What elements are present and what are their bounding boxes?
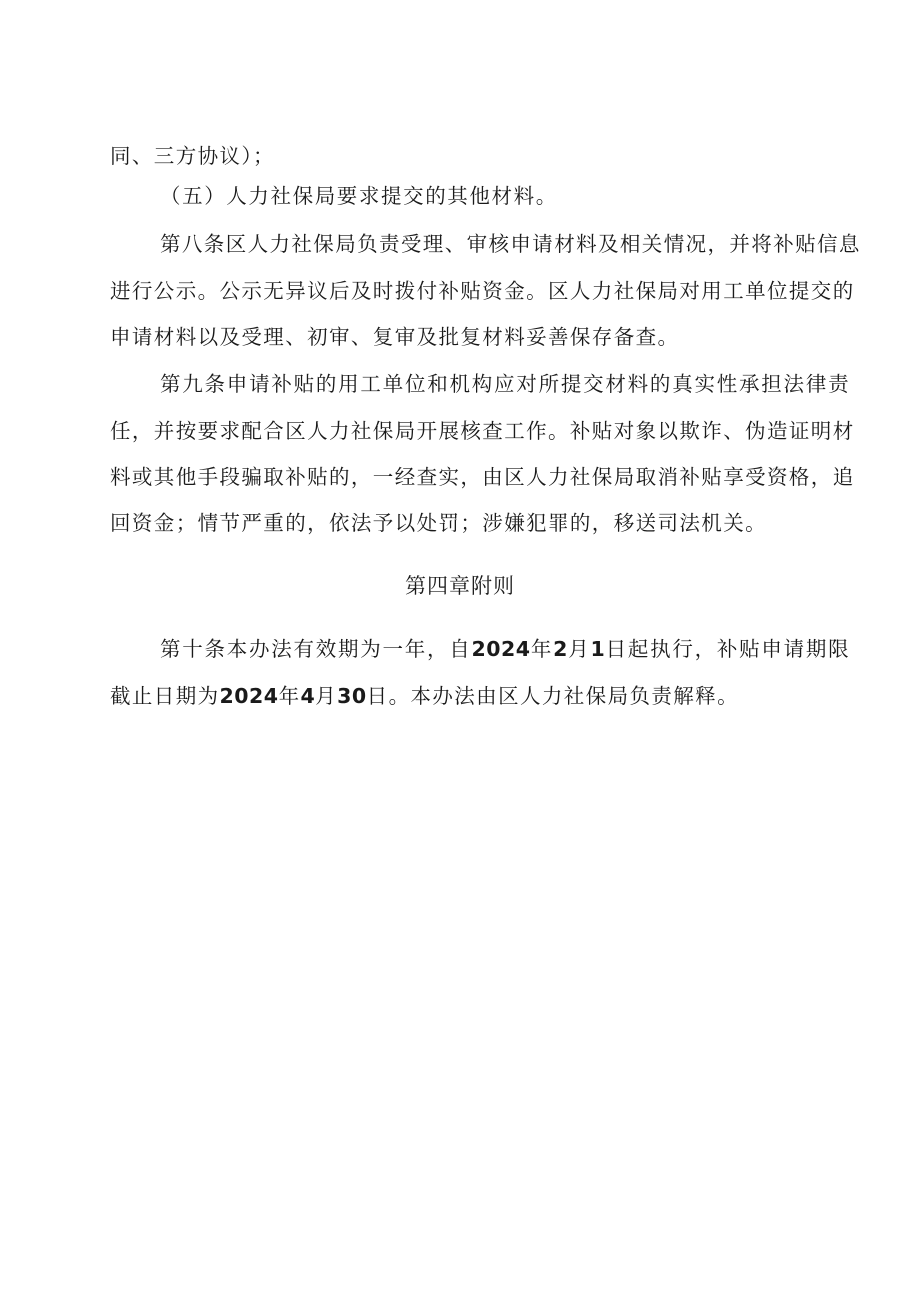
article-10-line-2 (110, 684, 850, 708)
article-10-text: 年 (530, 637, 554, 661)
article-10-text: 年 (278, 684, 301, 708)
article-9-line-4: 回资金；情节严重的，依法予以处罚；涉嫌犯罪的，移送司法机关。 (110, 511, 767, 535)
article-10-text: 日起执行，补贴申请期限 (605, 637, 851, 661)
month-value: 4 (300, 684, 316, 708)
month-value: 2 (553, 637, 568, 661)
year-value: 2024 (219, 684, 279, 708)
chapter-4-heading: 第四章附则 (405, 574, 515, 598)
day-value: 30 (337, 684, 367, 708)
continuation-line: 同、三方协议）； (110, 144, 275, 168)
article-9-line-3: 料或其他手段骗取补贴的，一经查实，由区人力社保局取消补贴享受资格，追 (110, 465, 855, 489)
article-9-line-2: 任，并按要求配合区人力社保局开展核查工作。补贴对象以欺诈、伪造证明材 (110, 419, 855, 443)
article-10-text: 截止日期为 (110, 684, 220, 708)
article-8-line-1: 第八条区人力社保局负责受理、审核申请材料及相关情况，并将补贴信息 (160, 232, 861, 256)
article-10-text: 日。本办法由区人力社保局负责解释。 (366, 684, 739, 708)
article-10-text: 月 (567, 637, 591, 661)
article-10-text: 月 (315, 684, 338, 708)
article-10-text: 第十条本办法有效期为一年，自 (160, 637, 472, 661)
article-8-line-2: 进行公示。公示无异议后及时拨付补贴资金。区人力社保局对用工单位提交的 (110, 279, 855, 303)
day-value: 1 (590, 637, 606, 661)
year-value: 2024 (471, 637, 531, 661)
item-5: （五）人力社保局要求提交的其他材料。 (160, 184, 558, 208)
article-8-line-3: 申请材料以及受理、初审、复审及批复材料妥善保存备查。 (110, 325, 680, 349)
article-9-line-1: 第九条申请补贴的用工单位和机构应对所提交材料的真实性承担法律责 (160, 372, 850, 396)
article-10-line-1 (160, 637, 850, 661)
